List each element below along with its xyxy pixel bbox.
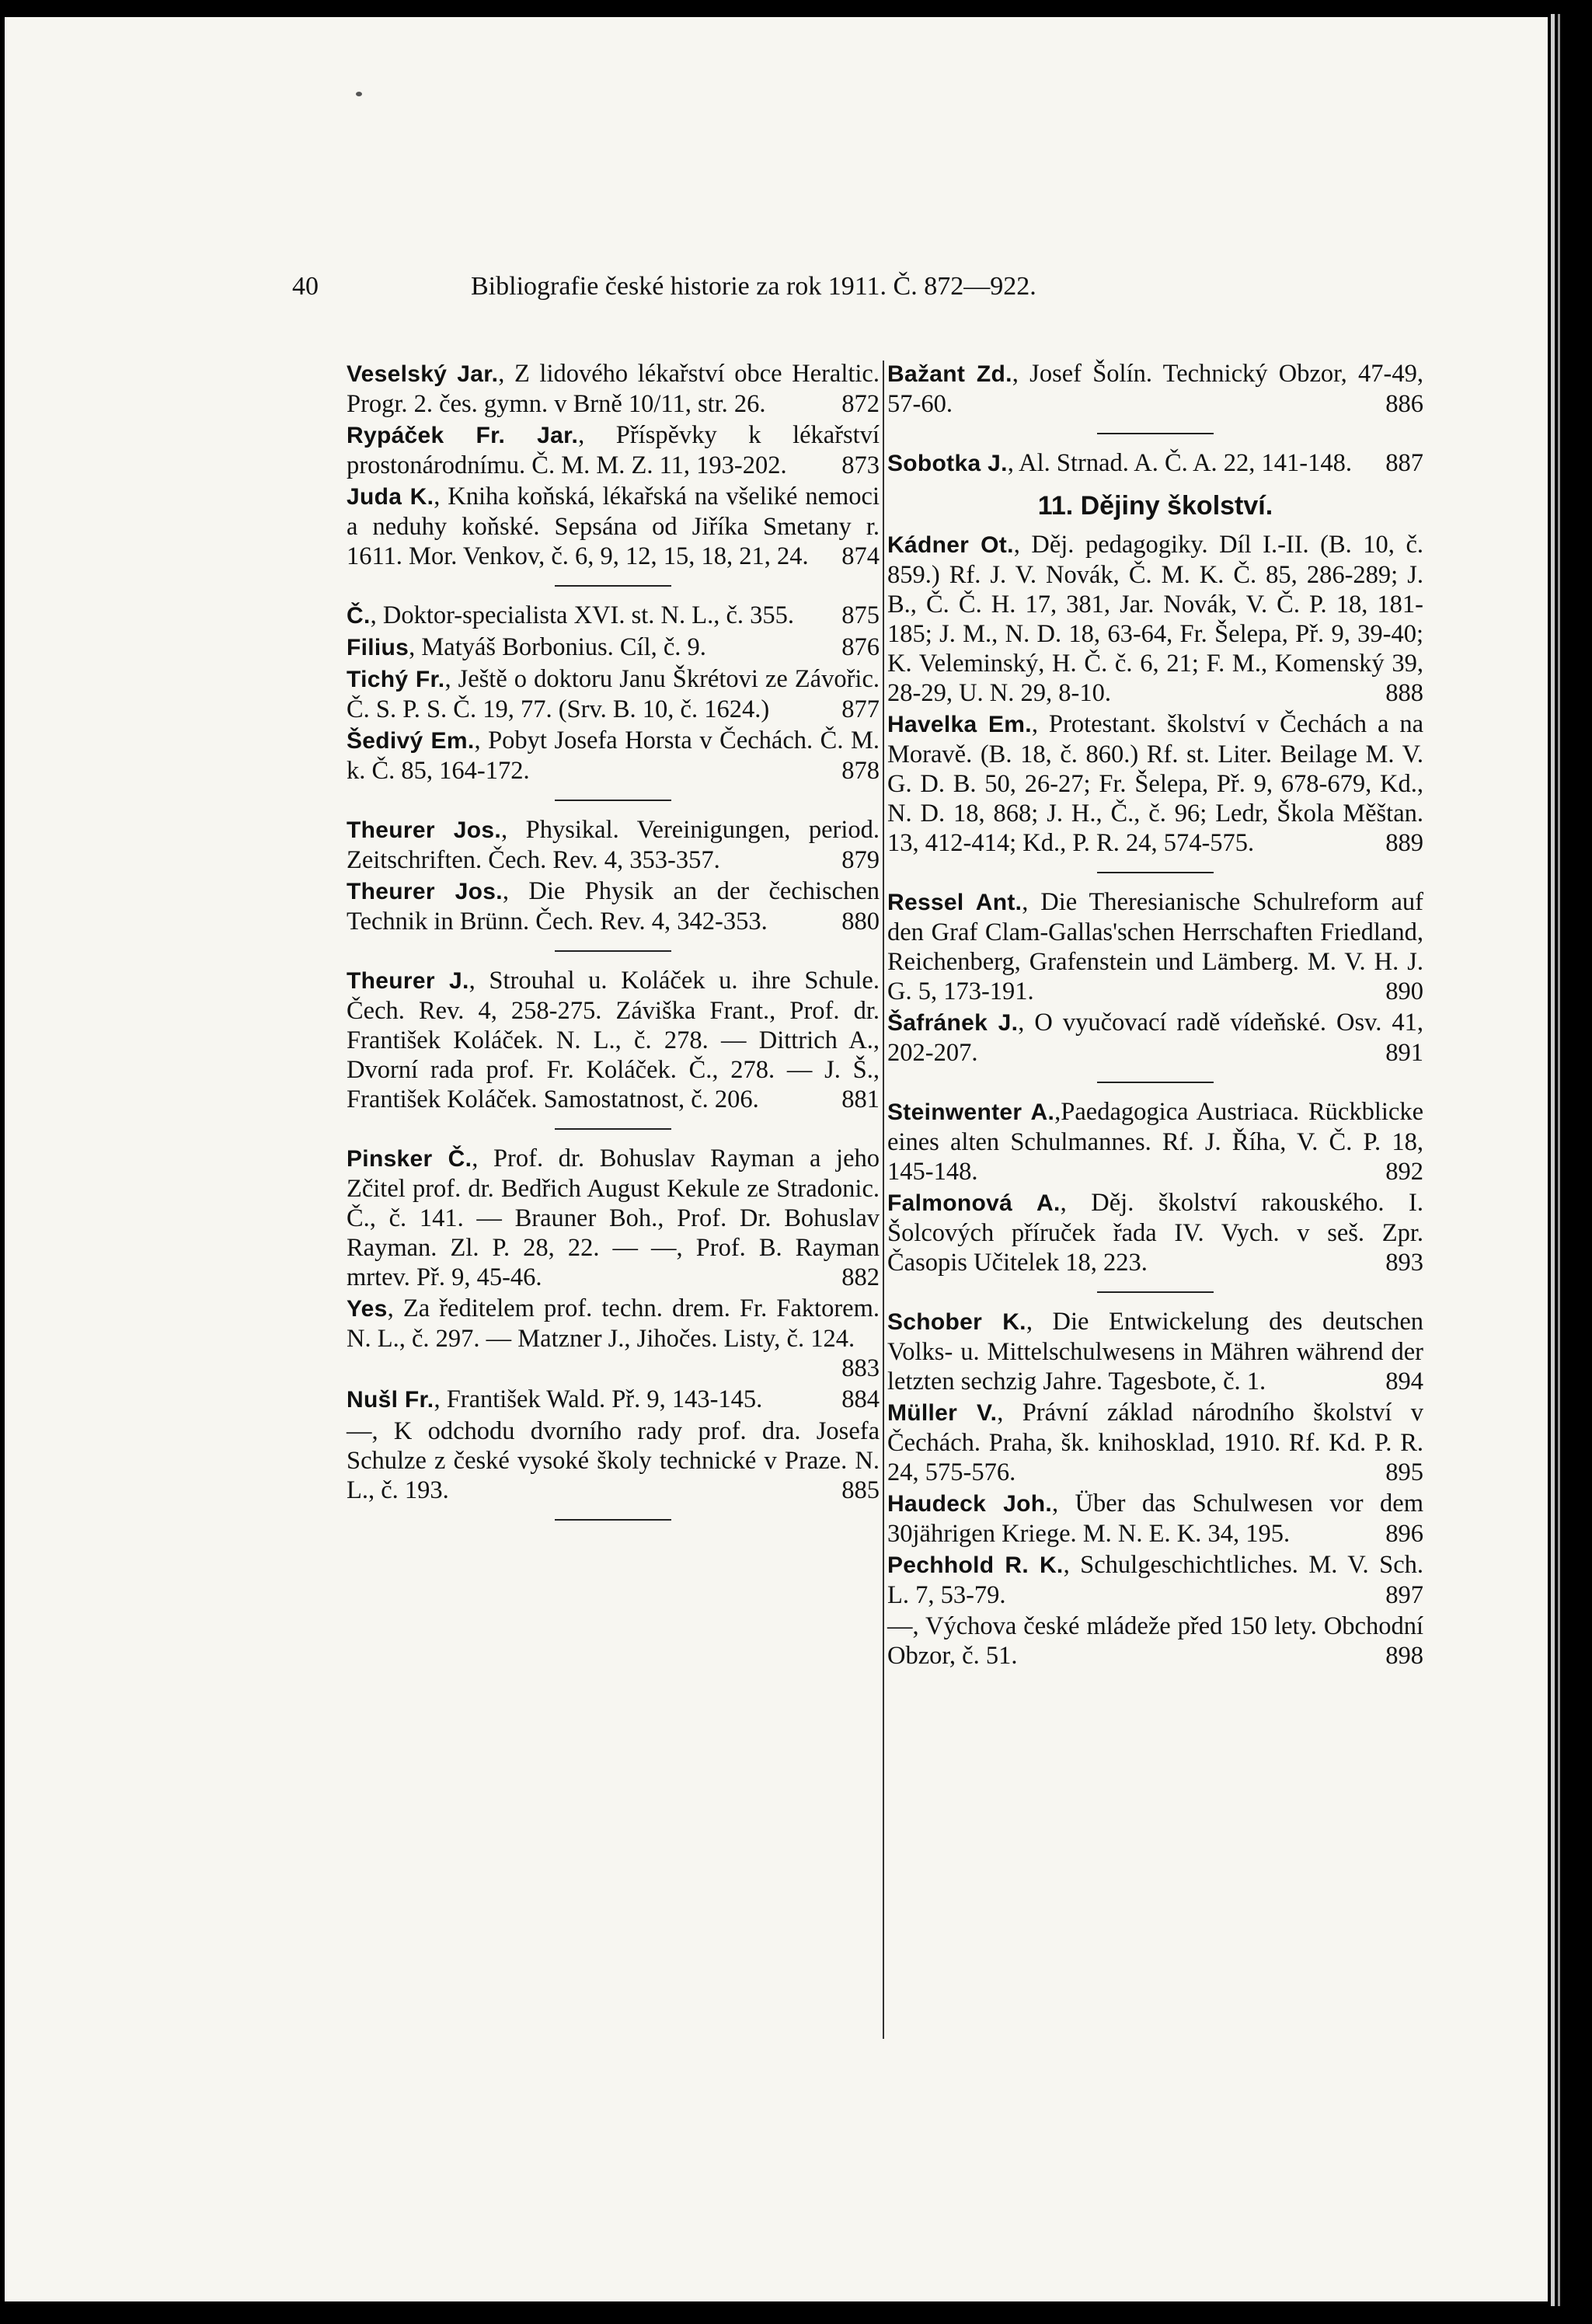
entry-author: Theurer Jos.: [347, 817, 502, 843]
entry-number: 881: [841, 1085, 880, 1113]
entry-text: , Strouhal u. Koláček u. ihre Schule. Čech. Rev. 4, 258-275. Záviška Frant., Prof. dr. František Koláček. N. L., č. 278. — Dittrich A., Dvorní rada prof. Fr. Koláček. Č., 278. — J. Š., František Koláček. Samostatnost, č. 206.: [347, 967, 880, 1113]
bibliography-entry: [347, 966, 880, 1114]
separator-rule: [555, 585, 671, 587]
entry-number: 880: [841, 908, 880, 936]
page-edge-shadow: [1558, 14, 1560, 2306]
separator-rule: [555, 800, 671, 801]
bibliography-entry: [887, 887, 1423, 1006]
separator-rule: [1097, 1291, 1214, 1293]
left-column: [347, 359, 880, 1535]
bibliography-entry: [887, 359, 1423, 419]
entry-number: 878: [841, 757, 880, 785]
entry-text: , Děj. pedagogiky. Díl I.-II. (B. 10, č. 859.) Rf. J. V. Novák, Č. M. K. Č. 85, 286-289; J. B., Č. Č. H. 17, 381, Jar. Novák, V. Č. P. 18, 181-185; J. M., N. D. 18, 63-64, Fr. Šelepa, Př. 9, 39-40; K. Veleminský, H. Č. č. 6, 21; F. M., Komenský 39, 28-29, U. N. 29, 8-10.: [887, 531, 1423, 707]
entry-author: Bažant Zd.: [887, 361, 1012, 387]
entry-author: Juda K.: [347, 484, 434, 510]
bibliography-entry: [887, 1489, 1423, 1549]
book-page: [5, 17, 1548, 2301]
entry-author: Č.: [347, 603, 371, 629]
entry-author: Rypáček Fr. Jar.: [347, 423, 579, 448]
ink-speck: [356, 92, 362, 96]
bibliography-entry: [887, 1008, 1423, 1068]
entry-text: , Al. Strnad. A. Č. A. 22, 141-148.: [1007, 449, 1352, 477]
entry-author: Kádner Ot.: [887, 532, 1014, 558]
separator-rule: [1097, 433, 1214, 434]
entry-number: 891: [1385, 1039, 1423, 1067]
entry-number: 887: [1385, 449, 1423, 477]
bibliography-entry: [347, 1385, 880, 1415]
entry-number: 873: [841, 451, 880, 479]
entry-text: , Über das Schulwesen vor dem 30jährigen Kriege. M. N. E. K. 34, 195.: [887, 1490, 1423, 1548]
entry-number: 892: [1385, 1158, 1423, 1186]
entry-number: 890: [1385, 977, 1423, 1005]
bibliography-entry: [347, 601, 880, 631]
bibliography-entry: [347, 1144, 880, 1292]
separator-rule: [1097, 1082, 1214, 1083]
bibliography-entry: [347, 876, 880, 936]
bibliography-entry: [887, 1398, 1423, 1487]
entry-number: 879: [841, 846, 880, 874]
entry-author: Pinsker Č.: [347, 1146, 472, 1172]
entry-author: Tichý Fr.: [347, 667, 445, 692]
entry-author: Pechhold R. K.: [887, 1552, 1064, 1578]
entry-number: 874: [841, 542, 880, 570]
entry-text: , Za ředitelem prof. techn. drem. Fr. Faktorem. N. L., č. 297. — Matzner J., Jihočes. Listy, č. 124.: [347, 1294, 880, 1353]
bibliography-entry: [347, 726, 880, 786]
entry-author: Ressel Ant.: [887, 890, 1022, 915]
bibliography-entry: [347, 815, 880, 875]
entry-text: , Die Theresianische Schulreform auf den Graf Clam-Gallas'schen Herrschaften Friedland, Reichenberg, Grafenstein und Lämberg. M. V. H. J. G. 5, 173-191.: [887, 888, 1423, 1005]
entry-author: Haudeck Joh.: [887, 1491, 1052, 1517]
page-edge: [1551, 14, 1555, 2306]
entry-text: , Matyáš Borbonius. Cíl, č. 9.: [409, 633, 706, 661]
bibliography-entry: [347, 664, 880, 724]
bibliography-entry: [347, 482, 880, 571]
section-heading: 11. Dějiny školství.: [1037, 491, 1273, 521]
entry-number: 898: [1385, 1642, 1423, 1670]
entry-number: 893: [1385, 1249, 1423, 1277]
entry-number: 877: [841, 695, 880, 723]
entry-text: , Protestant. školství v Čechách a na Moravě. (B. 18, č. 860.) Rf. st. Liter. Beilage M. V. G. D. B. 50, 26-27; Fr. Šelepa, Př. 9, 678-679, Kd., N. D. 18, 868; J. H., Č., č. 96; Ledr, Škola Měštan. 13, 412-414; Kd., P. R. 24, 574-575.: [887, 710, 1423, 857]
entry-author: Filius: [347, 635, 409, 660]
entry-author: Šafránek J.: [887, 1010, 1019, 1036]
entry-author: Yes: [347, 1296, 388, 1322]
bibliography-entry: [887, 1307, 1423, 1396]
entry-number: 883: [841, 1354, 880, 1382]
entry-author: Falmonová A.: [887, 1190, 1061, 1216]
entry-author: Müller V.: [887, 1400, 998, 1426]
bibliography-entry: [347, 1416, 880, 1505]
entry-number: 876: [841, 633, 880, 661]
entry-text: , Pobyt Josefa Horsta v Čechách. Č. M. k. Č. 85, 164-172.: [347, 726, 880, 785]
bibliography-entry: [887, 530, 1423, 708]
entry-number: 895: [1385, 1458, 1423, 1486]
entry-text: , František Wald. Př. 9, 143-145.: [434, 1385, 763, 1413]
entry-number: 882: [841, 1263, 880, 1291]
bibliography-entry: [887, 709, 1423, 858]
entry-number: 897: [1385, 1581, 1423, 1609]
entry-number: 888: [1385, 679, 1423, 707]
bibliography-entry: [347, 1294, 880, 1383]
bibliography-entry: [887, 1097, 1423, 1186]
entry-text: ,Paedagogica Austriaca. Rückblicke eines alten Schulmannes. Rf. J. Říha, V. Č. P. 18, 145-148.: [887, 1098, 1423, 1186]
entry-number: 885: [841, 1476, 880, 1504]
separator-rule: [555, 950, 671, 952]
entry-text: , Prof. dr. Bohuslav Rayman a jeho Zčitel prof. dr. Bedřich August Kekule ze Stradonic. Č., č. 141. — Brauner Boh., Prof. Dr. Bohuslav Rayman. Zl. P. 28, 22. — —, Prof. B. Rayman mrtev. Př. 9, 45-46.: [347, 1145, 880, 1291]
entry-author: Havelka Em.: [887, 712, 1032, 737]
entry-text: , Josef Šolín. Technický Obzor, 47-49, 57-60.: [887, 360, 1424, 418]
entry-text: , Doktor-specialista XVI. st. N. L., č. 355.: [370, 601, 795, 629]
bibliography-entry: [887, 448, 1423, 479]
entry-author: Steinwenter A.: [887, 1099, 1055, 1125]
separator-rule: [555, 1519, 671, 1521]
entry-text: , Kniha koňská, lékařská na všeliké nemoci a neduhy koňské. Sepsána od Jiříka Smetany r. 1611. Mor. Venkov, č. 6, 9, 12, 15, 18, 21, 24.: [347, 483, 880, 570]
entry-author: Theurer Jos.: [347, 879, 503, 904]
entry-number: 896: [1385, 1520, 1423, 1548]
entry-author: Veselský Jar.: [347, 361, 499, 387]
entry-text: , Z lidového lékařství obce Heraltic. Progr. 2. čes. gymn. v Brně 10/11, str. 26.: [347, 360, 880, 418]
entry-author: Theurer J.: [347, 968, 469, 994]
bibliography-entry: [887, 1188, 1423, 1277]
bibliography-entry: [347, 632, 880, 663]
bibliography-entry: [347, 420, 880, 480]
bibliography-entry: [887, 1550, 1423, 1610]
entry-number: 886: [1385, 390, 1423, 418]
entry-text: , Physikal. Vereinigungen, period. Zeitschriften. Čech. Rev. 4, 353-357.: [347, 816, 880, 874]
entry-author: Schober K.: [887, 1309, 1026, 1335]
separator-rule: [1097, 872, 1214, 873]
bibliography-entry: [347, 359, 880, 419]
entry-text: —, K odchodu dvorního rady prof. dra. Josefa Schulze z české vysoké školy technické v Praze. N. L., č. 193.: [347, 1417, 880, 1504]
entry-author: Sobotka J.: [887, 451, 1008, 476]
entry-text: —, Výchova české mládeže před 150 lety. Obchodní Obzor, č. 51.: [887, 1612, 1423, 1670]
separator-rule: [555, 1128, 671, 1130]
entry-author: Nušl Fr.: [347, 1387, 434, 1413]
entry-text: , Schulgeschichtliches. M. V. Sch. L. 7, 53-79.: [887, 1551, 1423, 1609]
entry-number: 872: [841, 390, 880, 418]
entry-number: 894: [1385, 1368, 1423, 1395]
right-column: [880, 359, 1423, 1671]
entry-text: , Právní základ národního školství v Čechách. Praha, šk. knihosklad, 1910. Rf. Kd. P. R. 24, 575-576.: [887, 1399, 1423, 1486]
entry-text: , Die Physik an der čechischen Technik in Brünn. Čech. Rev. 4, 342-353.: [347, 877, 880, 936]
entry-text: , O vyučovací radě vídeňské. Osv. 41, 202-207.: [887, 1009, 1423, 1067]
entry-text: , Děj. školství rakouského. I. Šolcových příruček řada IV. Vych. v seš. Zpr. Časopis Učitelek 18, 223.: [887, 1189, 1423, 1277]
running-title: Bibliografie české historie za rok 1911. Č. 872—922.: [471, 272, 1036, 301]
bibliography-entry: [887, 1611, 1423, 1671]
entry-number: 884: [841, 1385, 880, 1413]
entry-number: 875: [841, 601, 880, 629]
entry-number: 889: [1385, 829, 1423, 857]
entry-author: Šedivý Em.: [347, 728, 475, 754]
entry-text: , Příspěvky k lékařství prostonárodnímu. Č. M. M. Z. 11, 193-202.: [347, 421, 880, 479]
page-number: 40: [292, 272, 319, 301]
entry-text: , Die Entwickelung des deutschen Volks- u. Mittelschulwesens in Mähren während der letzten sechzig Jahre. Tagesbote, č. 1.: [887, 1308, 1423, 1395]
entry-text: , Ještě o doktoru Janu Škrétovi ze Závořic. Č. S. P. S. Č. 19, 77. (Srv. B. 10, č. 1624.): [347, 665, 880, 723]
